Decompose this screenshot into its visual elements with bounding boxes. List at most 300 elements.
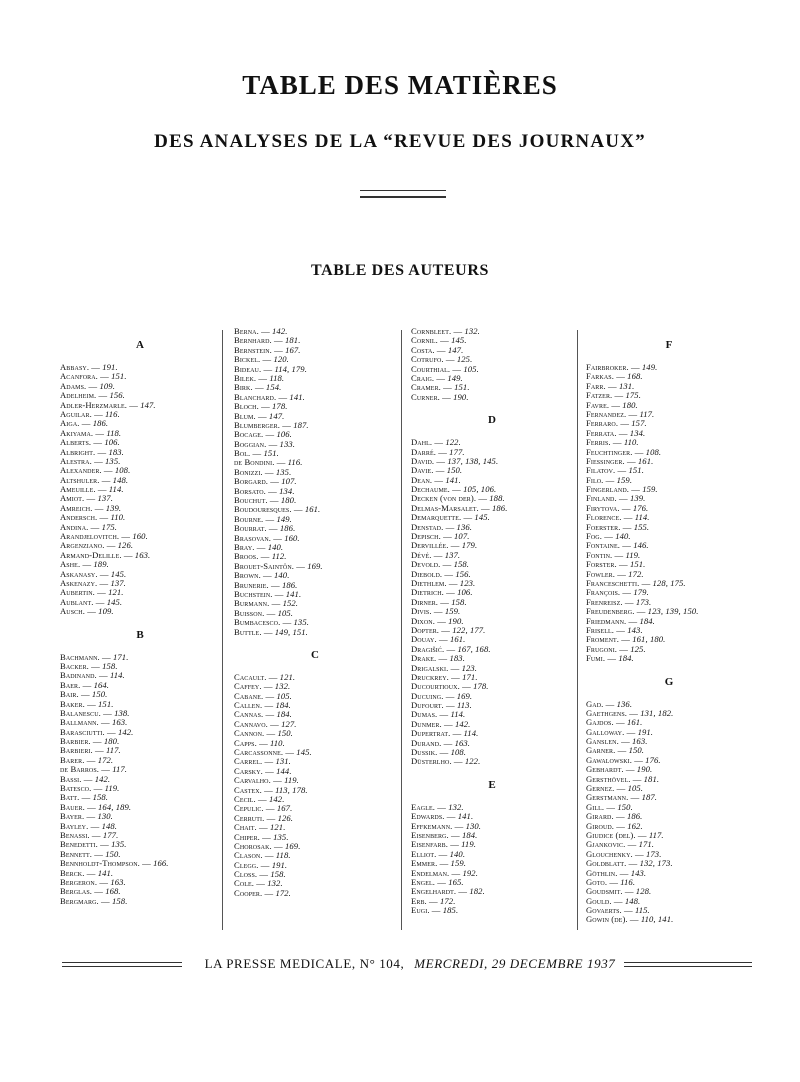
author-entry — [586, 438, 752, 447]
author-name: Bol. — [234, 449, 251, 459]
page-numbers: 140. — [274, 571, 290, 581]
author-name: Farr. — [586, 381, 606, 391]
author-name: Courthial. — [411, 364, 451, 374]
page-numbers: 150. — [628, 746, 645, 756]
page-numbers: 118. — [269, 373, 285, 383]
index-column-2 — [234, 327, 396, 898]
author-name: Elliot. — [411, 849, 437, 859]
author-entry — [234, 346, 396, 355]
author-entry — [586, 523, 752, 532]
author-entry — [60, 363, 220, 372]
author-entry — [60, 803, 220, 812]
page-numbers: 148. — [101, 821, 118, 831]
author-entry — [586, 793, 752, 802]
entry-dash: — — [432, 438, 446, 448]
page-numbers: 116. — [105, 409, 120, 419]
entry-dash: — — [449, 868, 463, 878]
page-numbers: 180. — [103, 737, 120, 747]
author-name: Bergmarg. — [60, 896, 99, 906]
page-numbers: 192. — [462, 868, 478, 878]
author-name: Gill. — [586, 802, 605, 812]
author-name: Dragišić. — [411, 644, 445, 654]
author-name: Fumi. — [586, 654, 606, 664]
page-numbers: 141. — [445, 475, 461, 485]
author-name: Capps. — [234, 738, 257, 748]
entry-dash: — — [283, 748, 297, 758]
author-entry — [586, 915, 752, 924]
page-numbers: 105. — [276, 691, 292, 701]
entry-dash: — — [627, 915, 641, 925]
spacer — [411, 767, 573, 779]
entry-dash: — — [255, 411, 269, 421]
author-name: Cornil. — [411, 336, 438, 346]
page-title: TABLE DES MATIÈRES — [242, 70, 558, 100]
page-numbers: 121. — [108, 588, 124, 598]
page-numbers: 163. — [632, 737, 648, 747]
entry-dash: — — [431, 550, 445, 560]
entry-dash: — — [635, 830, 649, 840]
author-entry — [411, 748, 573, 757]
author-name: Bideau. — [234, 364, 262, 374]
page-numbers: 113, 178. — [275, 785, 308, 795]
page-numbers: 151. — [111, 372, 127, 382]
author-entry — [60, 887, 220, 896]
entry-dash: — — [127, 400, 141, 410]
author-entry — [411, 654, 573, 663]
spacer — [411, 402, 573, 414]
entry-dash: — — [267, 719, 282, 729]
entry-dash: — — [257, 870, 271, 880]
author-entry — [411, 346, 573, 355]
author-entry — [60, 541, 220, 550]
spacer — [234, 661, 396, 673]
author-entry — [60, 718, 220, 727]
page-numbers: 145. — [451, 336, 467, 346]
author-entry — [60, 523, 220, 532]
author-name: Boudouresques. — [234, 505, 292, 515]
author-name: Closs. — [234, 870, 258, 880]
author-name: Eisenfarb. — [411, 840, 448, 850]
entry-dash: — — [441, 719, 455, 729]
author-entry — [586, 897, 752, 906]
page-numbers: 119. — [461, 840, 476, 850]
entry-dash: — — [603, 475, 617, 485]
entry-dash: — — [611, 896, 625, 906]
author-name: Cotrufo. — [411, 355, 444, 365]
author-entry — [234, 524, 396, 533]
author-name: Fontaine. — [586, 541, 621, 551]
page-numbers: 158. — [102, 661, 118, 671]
page-numbers: 158. — [270, 870, 286, 880]
page-numbers: 122. — [464, 757, 481, 767]
author-name: Freudenberg. — [586, 607, 635, 617]
author-name: Bergeron. — [60, 877, 98, 887]
entry-dash: — — [446, 578, 460, 588]
author-name: Edwards. — [411, 812, 445, 822]
page-numbers: 138. — [114, 708, 130, 718]
spacer — [586, 351, 752, 363]
author-entry — [586, 419, 752, 428]
author-entry — [411, 588, 573, 597]
author-name: Erb. — [411, 896, 427, 906]
page-numbers: 127. — [281, 719, 297, 729]
page-numbers: 123. — [459, 578, 476, 588]
author-entry — [586, 617, 752, 626]
author-name: Diebold. — [411, 569, 443, 579]
author-entry — [60, 775, 220, 784]
page-numbers: 136. — [456, 522, 472, 532]
entry-dash: — — [614, 625, 628, 635]
page-numbers: 117. — [105, 746, 121, 756]
entry-dash: — — [603, 699, 617, 709]
author-name: Druckrey. — [411, 672, 449, 682]
entry-dash: — — [613, 812, 627, 822]
page-numbers: 119. — [284, 776, 299, 786]
entry-dash: — — [261, 364, 275, 374]
page-numbers: 154. — [265, 383, 282, 393]
author-name: Altshuler. — [60, 475, 100, 485]
page-numbers: 126. — [277, 813, 294, 823]
page-numbers: 145. — [110, 569, 127, 579]
author-name: Göthlin. — [586, 868, 618, 878]
page-numbers: 114, 179. — [274, 364, 307, 374]
entry-dash: — — [98, 896, 112, 906]
author-name: Dufourt. — [411, 701, 444, 711]
entry-dash: — — [258, 552, 272, 562]
entry-dash: — — [619, 635, 633, 645]
page-numbers: 172. — [628, 569, 644, 579]
author-entry — [586, 532, 752, 541]
author-entry — [60, 607, 220, 616]
entry-dash: — — [437, 748, 451, 758]
author-entry — [411, 645, 573, 654]
author-entry — [60, 504, 220, 513]
author-name: Carcassonne. — [234, 748, 284, 758]
entry-dash: — — [441, 738, 455, 748]
page-numbers: 108. — [645, 447, 662, 457]
author-name: Berglas. — [60, 887, 93, 897]
author-entry — [60, 728, 220, 737]
entry-dash: — — [461, 513, 475, 523]
author-name: Askanasy. — [60, 569, 98, 579]
author-name: Bauer. — [60, 802, 85, 812]
page-numbers: 158. — [92, 793, 109, 803]
author-name: Fingerland. — [586, 485, 630, 495]
author-entry — [586, 654, 752, 663]
page-numbers: 137. — [444, 550, 461, 560]
title-divider — [360, 190, 446, 197]
author-name: Gould. — [586, 896, 612, 906]
page-numbers: 161, 180. — [632, 635, 666, 645]
entry-dash: — — [97, 578, 111, 588]
author-entry — [234, 682, 396, 691]
entry-dash: — — [78, 690, 92, 700]
entry-dash: — — [618, 419, 632, 429]
author-entry — [234, 430, 396, 439]
author-entry — [60, 419, 220, 428]
author-entry — [234, 861, 396, 870]
page-numbers: 116. — [620, 877, 636, 887]
entry-dash: — — [260, 571, 275, 581]
author-name: Decken (von der). — [411, 494, 477, 504]
entry-dash: — — [434, 345, 448, 355]
entry-dash: — — [91, 409, 106, 419]
author-entry — [234, 710, 396, 719]
author-name: Carsky. — [234, 766, 263, 776]
entry-dash: — — [622, 597, 636, 607]
author-entry — [586, 410, 752, 419]
author-name: Giroud. — [586, 821, 615, 831]
author-entry — [411, 897, 573, 906]
entry-dash: — — [100, 708, 115, 718]
author-name: Cooper. — [234, 888, 263, 898]
entry-dash: — — [104, 541, 118, 551]
entry-dash: — — [615, 746, 629, 756]
entry-dash: — — [263, 430, 277, 440]
author-entry — [411, 822, 573, 831]
entry-dash: — — [88, 522, 102, 532]
page-numbers: 163. — [454, 738, 471, 748]
author-name: Buisson. — [234, 608, 265, 618]
author-entry — [234, 804, 396, 813]
page-numbers: 186. — [279, 524, 296, 534]
author-name: Balanescu. — [60, 708, 101, 718]
author-name: Dunmer. — [411, 719, 442, 729]
entry-dash: — — [269, 599, 283, 609]
author-name: Argenziano. — [60, 541, 105, 551]
author-name: Adelheim. — [60, 391, 97, 401]
page-numbers: 164, 189. — [98, 802, 132, 812]
page-numbers: 183. — [108, 447, 124, 457]
author-name: Amreich. — [60, 503, 93, 513]
author-name: Burmann. — [234, 599, 270, 609]
entry-dash: — — [263, 691, 277, 701]
author-entry — [234, 496, 396, 505]
author-entry — [60, 746, 220, 755]
spacer — [234, 637, 396, 649]
page-numbers: 105. — [277, 608, 294, 618]
author-entry — [411, 757, 573, 766]
page-numbers: 141. — [457, 812, 474, 822]
entry-dash: — — [434, 373, 448, 383]
author-entry — [411, 579, 573, 588]
entry-dash: — — [443, 691, 457, 701]
page-numbers: 167. — [276, 804, 293, 814]
page-numbers: 142. — [117, 727, 134, 737]
entry-dash: — — [88, 821, 102, 831]
entry-dash: — — [618, 737, 633, 747]
page-numbers: 125. — [456, 355, 473, 365]
author-entry — [60, 859, 220, 868]
page-numbers: 169. — [456, 691, 473, 701]
entry-dash: — — [255, 794, 270, 804]
author-name: Bilek. — [234, 373, 257, 383]
entry-dash: — — [96, 671, 110, 681]
page-numbers: 168. — [105, 887, 121, 897]
entry-dash: — — [263, 514, 277, 524]
author-name: Dumas. — [411, 710, 438, 720]
author-entry — [586, 850, 752, 859]
entry-dash: — — [254, 542, 268, 552]
page-numbers: 143. — [627, 625, 643, 635]
entry-dash: — — [89, 363, 103, 372]
page-numbers: 158. — [453, 560, 470, 570]
page-numbers: 184. — [461, 830, 478, 840]
page-numbers: 141. — [285, 589, 302, 599]
author-name: Bennholdt-Thompson. — [60, 859, 140, 869]
author-entry — [586, 494, 752, 503]
author-entry — [586, 626, 752, 635]
entry-dash: — — [88, 661, 103, 671]
entry-dash: — — [451, 757, 465, 767]
author-entry — [411, 393, 573, 402]
entry-dash: — — [276, 392, 290, 402]
entry-dash: — — [262, 757, 276, 767]
page-numbers: 132, 173. — [639, 859, 673, 869]
author-name: Galloway. — [586, 727, 625, 737]
entry-dash: — — [252, 383, 266, 393]
author-name: Adler-Herzmarle. — [60, 400, 128, 410]
page-numbers: 157. — [631, 419, 647, 429]
entry-dash: — — [605, 381, 619, 391]
author-name: Barer. — [60, 755, 85, 765]
author-name: Ducourtioux. — [411, 682, 460, 692]
author-entry — [411, 523, 573, 532]
page-numbers: 161. — [637, 456, 654, 466]
author-entry — [234, 823, 396, 832]
author-entry — [234, 487, 396, 496]
page-numbers: 177. — [102, 830, 119, 840]
author-entry — [234, 534, 396, 543]
page-numbers: 159. — [444, 607, 461, 617]
author-name: Ameuille. — [60, 485, 96, 495]
entry-dash: — — [271, 336, 285, 346]
entry-dash: — — [478, 503, 492, 513]
author-entry — [60, 878, 220, 887]
author-name: Akiyama. — [60, 428, 94, 438]
entry-dash: — — [256, 373, 270, 383]
author-entry — [411, 626, 573, 635]
letter-heading: D — [488, 414, 496, 427]
author-name: Ferraro. — [586, 419, 619, 429]
entry-dash: — — [265, 486, 280, 496]
page-numbers: 150. — [617, 802, 633, 812]
entry-dash: — — [93, 428, 107, 438]
entry-dash: — — [258, 402, 273, 412]
page-numbers: 183. — [449, 654, 465, 664]
page-numbers: 151. — [263, 449, 279, 459]
page-numbers: 141. — [97, 868, 114, 878]
author-entry — [586, 737, 752, 746]
entry-dash: — — [620, 541, 634, 551]
entry-dash: — — [630, 774, 644, 784]
page-numbers: 164. — [93, 680, 110, 690]
author-name: Firytova. — [586, 503, 620, 513]
footer-journal: LA PRESSE MEDICALE, N° 104, — [199, 956, 411, 971]
author-entry — [411, 739, 573, 748]
author-name: Fog. — [586, 532, 602, 542]
author-name: Barbier. — [60, 737, 91, 747]
entry-dash: — — [435, 877, 449, 887]
page-numbers: 172. — [97, 755, 114, 765]
author-entry — [411, 729, 573, 738]
author-name: Boggian. — [234, 439, 267, 449]
entry-dash: — — [602, 532, 616, 542]
page-numbers: 136. — [616, 699, 633, 709]
entry-dash: — — [95, 485, 109, 495]
entry-dash: — — [261, 627, 275, 637]
author-name: Friedmann. — [586, 616, 627, 626]
entry-dash: — — [99, 652, 113, 662]
author-name: Eagle. — [411, 802, 435, 812]
author-entry — [586, 448, 752, 457]
letter-heading: G — [664, 675, 674, 688]
author-name: Fontin. — [586, 550, 613, 560]
author-name: Ducuing. — [411, 691, 444, 701]
page-numbers: 132. — [267, 879, 283, 889]
author-name: Effkemann. — [411, 821, 453, 831]
entry-dash: — — [254, 879, 268, 889]
page-numbers: 121. — [270, 823, 286, 833]
author-name: Chorosak. — [234, 841, 272, 851]
author-entry — [586, 541, 752, 550]
author-entry — [411, 859, 573, 868]
author-name: Durand. — [411, 738, 442, 748]
author-entry — [60, 372, 220, 381]
author-name: Dervillée. — [411, 541, 449, 551]
author-name: Costa. — [411, 345, 435, 355]
author-name: Bayley. — [60, 821, 89, 831]
page-numbers: 151. — [454, 383, 470, 393]
author-name: Benedetti. — [60, 840, 98, 850]
entry-dash: — — [614, 821, 628, 831]
author-name: Brasovan. — [234, 533, 272, 543]
author-entry — [60, 588, 220, 597]
page-numbers: 151. — [98, 699, 114, 709]
page-numbers: 137, 138, 145. — [447, 456, 499, 466]
author-name: Forster. — [586, 560, 617, 570]
author-name: Bloch. — [234, 402, 259, 412]
author-name: Bair. — [60, 690, 79, 700]
page-numbers: 185. — [442, 906, 459, 916]
entry-dash: — — [620, 588, 634, 598]
author-entry — [586, 588, 752, 597]
author-name: Fiessinger. — [586, 456, 625, 466]
author-entry — [586, 466, 752, 475]
page-numbers: 140. — [449, 849, 466, 859]
page-numbers: 161. — [449, 635, 466, 645]
page-numbers: 173. — [646, 849, 662, 859]
author-entry — [586, 579, 752, 588]
author-entry — [60, 466, 220, 475]
entry-dash: — — [619, 503, 633, 513]
author-entry — [586, 812, 752, 821]
author-entry — [234, 458, 396, 467]
entry-dash: — — [605, 654, 619, 664]
page-numbers: 172. — [440, 896, 456, 906]
author-name: Gersthövel. — [586, 774, 631, 784]
entry-dash: — — [447, 840, 462, 850]
page-numbers: 122. — [445, 438, 461, 448]
author-entry — [411, 438, 573, 447]
author-name: Fatzer. — [586, 391, 613, 401]
page-numbers: 176. — [632, 503, 649, 513]
author-entry — [60, 476, 220, 485]
author-entry — [586, 803, 752, 812]
author-name: Aiga. — [60, 419, 80, 429]
author-name: Cerruti. — [234, 813, 265, 823]
author-name: Frenreisz. — [586, 597, 623, 607]
